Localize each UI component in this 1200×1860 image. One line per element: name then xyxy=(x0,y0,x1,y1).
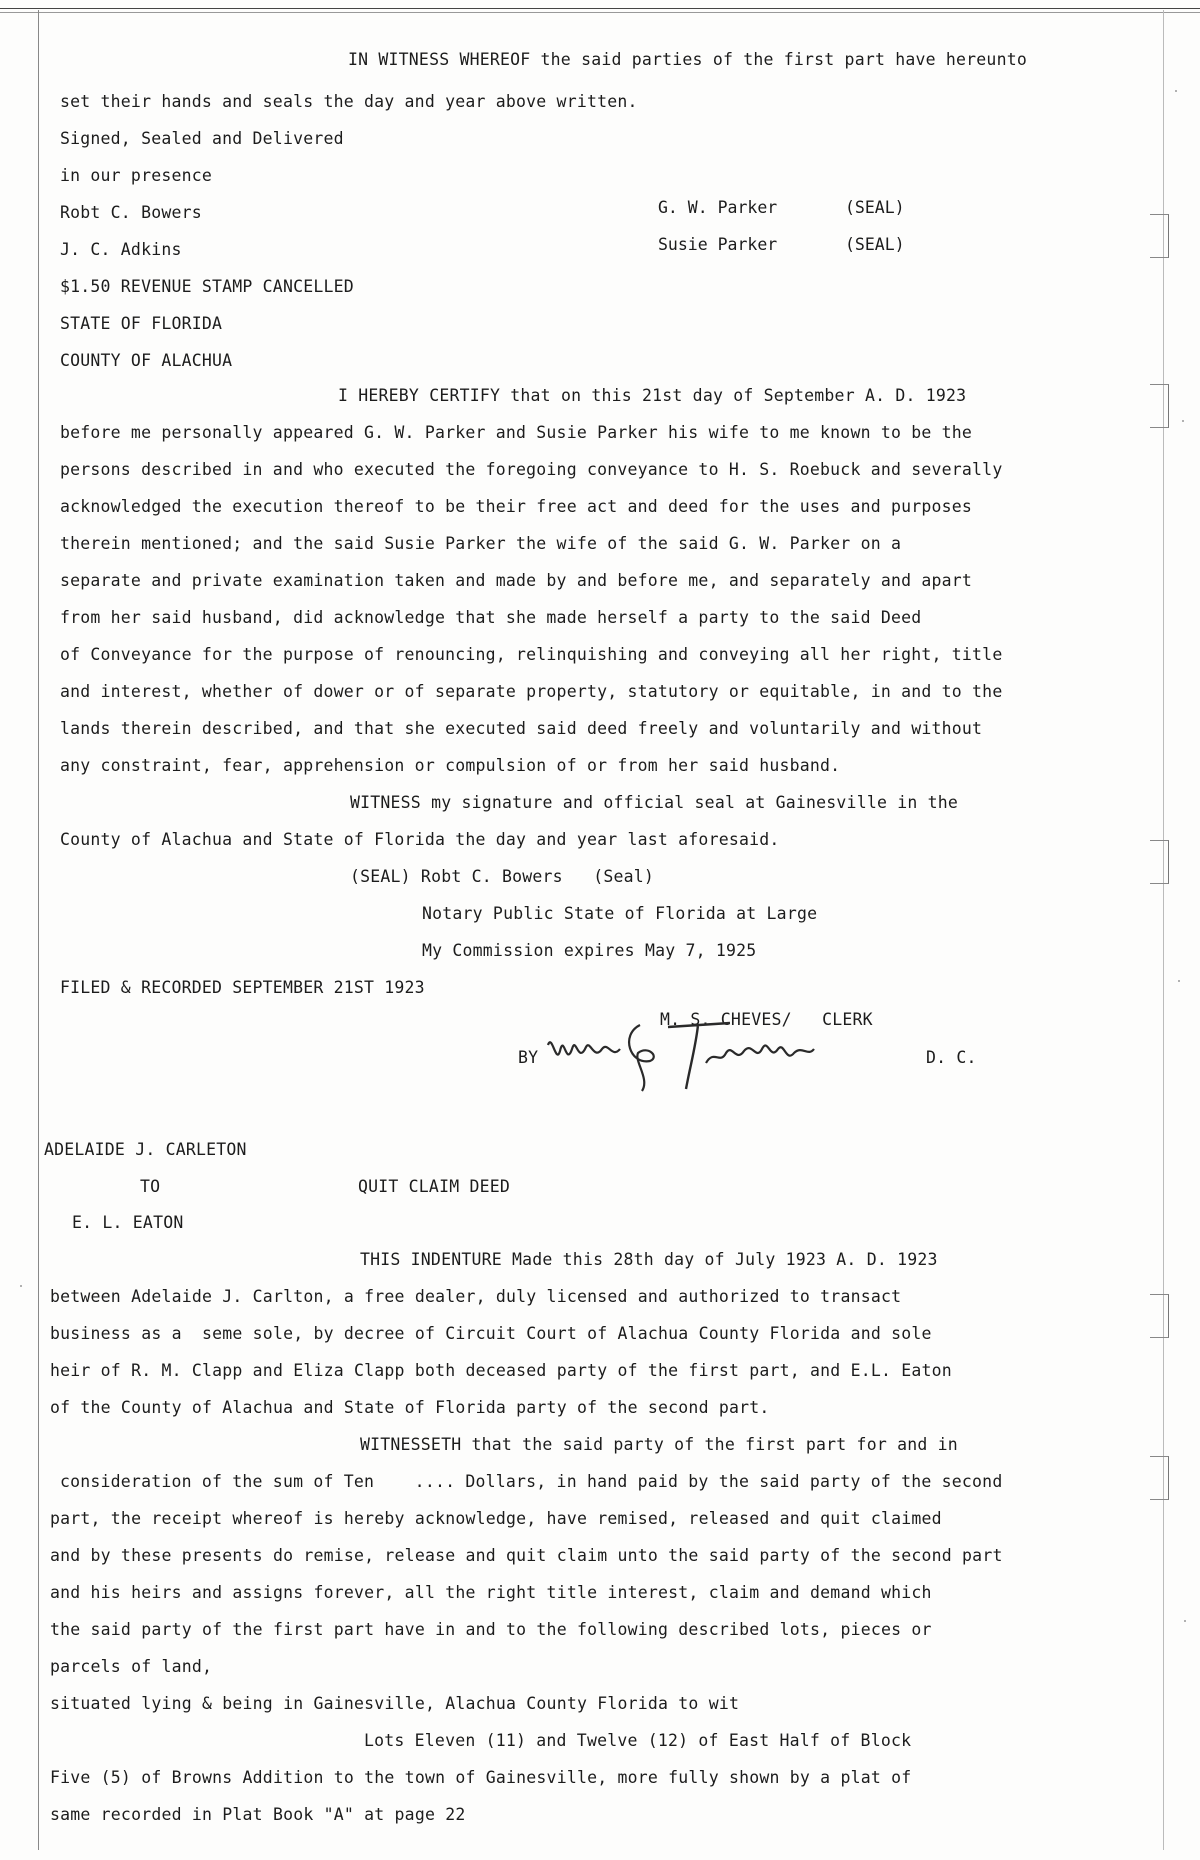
doc-line: WITNESS my signature and official seal at Gainesville in the xyxy=(350,793,959,812)
doc-line: of Conveyance for the purpose of renouncing, relinquishing and conveying all her right, title xyxy=(60,645,1003,664)
property-description: same recorded in Plat Book "A" at page 22 xyxy=(50,1805,466,1824)
doc-line: in our presence xyxy=(60,166,213,185)
grantor-2-seal: (SEAL) xyxy=(845,235,905,254)
doc-line: set their hands and seals the day and year above written. xyxy=(60,92,638,111)
filing-note: FILED & RECORDED SEPTEMBER 21ST 1923 xyxy=(60,978,425,997)
scan-speck xyxy=(1182,420,1184,422)
scan-speck xyxy=(1178,980,1180,982)
binding-mark xyxy=(1150,214,1169,258)
doc-line: THIS INDENTURE Made this 28th day of July 1923 A. D. 1923 xyxy=(360,1250,938,1269)
doc-line: I HEREBY CERTIFY that on this 21st day of September A. D. 1923 xyxy=(338,386,967,405)
doc-line: situated lying & being in Gainesville, Alachua County Florida to wit xyxy=(50,1694,740,1713)
doc-line: lands therein described, and that she executed said deed freely and voluntarily and without xyxy=(60,719,983,738)
doc-line: before me personally appeared G. W. Parker and Susie Parker his wife to me known to be the xyxy=(60,423,973,442)
property-description: Lots Eleven (11) and Twelve (12) of East Half of Block xyxy=(364,1731,912,1750)
top-rule xyxy=(0,8,1200,13)
scan-speck xyxy=(1184,1620,1186,1622)
notary-title: Notary Public State of Florida at Large xyxy=(422,904,818,923)
doc-line: consideration of the sum of Ten .... Dollars, in hand paid by the said party of the second xyxy=(60,1472,1003,1491)
witness-2: J. C. Adkins xyxy=(60,240,182,259)
clerk-line: M. S. CHEVES/ CLERK xyxy=(660,1010,873,1029)
deed-type-heading: QUIT CLAIM DEED xyxy=(358,1177,511,1196)
to-label: TO xyxy=(140,1177,161,1196)
right-margin-line xyxy=(1163,10,1164,1850)
grantor-1-name: G. W. Parker xyxy=(658,198,778,217)
scan-speck xyxy=(20,1285,22,1287)
doc-line: the said party of the first part have in and to the following described lots, pieces or xyxy=(50,1620,932,1639)
commission-expiry: My Commission expires May 7, 1925 xyxy=(422,941,757,960)
county-heading: COUNTY OF ALACHUA xyxy=(60,351,233,370)
binding-mark xyxy=(1150,384,1169,428)
scan-speck xyxy=(1175,90,1177,92)
doc-line: between Adelaide J. Carlton, a free dealer, duly licensed and authorized to transact xyxy=(50,1287,902,1306)
doc-line: persons described in and who executed the foregoing conveyance to H. S. Roebuck and severally xyxy=(60,460,1003,479)
by-label: BY xyxy=(518,1048,539,1067)
doc-line: Signed, Sealed and Delivered xyxy=(60,129,344,148)
doc-line: of the County of Alachua and State of Florida party of the second part. xyxy=(50,1398,770,1417)
grantee-heading: E. L. EATON xyxy=(72,1213,184,1232)
doc-line: parcels of land, xyxy=(50,1657,213,1676)
property-description: Five (5) of Browns Addition to the town of Gainesville, more fully shown by a plat of xyxy=(50,1768,912,1787)
witness-1: Robt C. Bowers xyxy=(60,203,202,222)
binding-mark xyxy=(1150,840,1169,884)
grantor-2-name: Susie Parker xyxy=(658,235,778,254)
doc-line: and by these presents do remise, release and quit claim unto the said party of the second part xyxy=(50,1546,1003,1565)
doc-line: from her said husband, did acknowledge that she made herself a party to the said Deed xyxy=(60,608,922,627)
doc-line: and interest, whether of dower or of separate property, statutory or equitable, in and to the xyxy=(60,682,1003,701)
doc-line: IN WITNESS WHEREOF the said parties of the first part have hereunto xyxy=(348,50,1027,69)
doc-line: WITNESSETH that the said party of the first part for and in xyxy=(360,1435,958,1454)
doc-line: acknowledged the execution thereof to be their free act and deed for the uses and purposes xyxy=(60,497,973,516)
binding-mark xyxy=(1150,1456,1169,1500)
doc-line: and his heirs and assigns forever, all the right title interest, claim and demand which xyxy=(50,1583,932,1602)
grantor-heading: ADELAIDE J. CARLETON xyxy=(44,1140,247,1159)
revenue-stamp-note: $1.50 REVENUE STAMP CANCELLED xyxy=(60,277,354,296)
doc-line: heir of R. M. Clapp and Eliza Clapp both deceased party of the first part, and E.L. Eaton xyxy=(50,1361,952,1380)
doc-line: business as a seme sole, by decree of Circuit Court of Alachua County Florida and sole xyxy=(50,1324,932,1343)
grantor-1-seal: (SEAL) xyxy=(845,198,905,217)
dc-label: D. C. xyxy=(926,1048,977,1067)
doc-line: part, the receipt whereof is hereby acknowledge, have remised, released and quit claimed xyxy=(50,1509,942,1528)
left-margin-line xyxy=(38,10,39,1850)
state-heading: STATE OF FLORIDA xyxy=(60,314,223,333)
handwritten-signature xyxy=(530,1005,850,1095)
notary-signature-line: (SEAL) Robt C. Bowers (Seal) xyxy=(350,867,655,886)
doc-line: any constraint, fear, apprehension or compulsion of or from her said husband. xyxy=(60,756,841,775)
binding-mark xyxy=(1150,1294,1169,1338)
doc-line: therein mentioned; and the said Susie Parker the wife of the said G. W. Parker on a xyxy=(60,534,902,553)
doc-line: separate and private examination taken and made by and before me, and separately and apart xyxy=(60,571,973,590)
doc-line: County of Alachua and State of Florida the day and year last aforesaid. xyxy=(60,830,780,849)
